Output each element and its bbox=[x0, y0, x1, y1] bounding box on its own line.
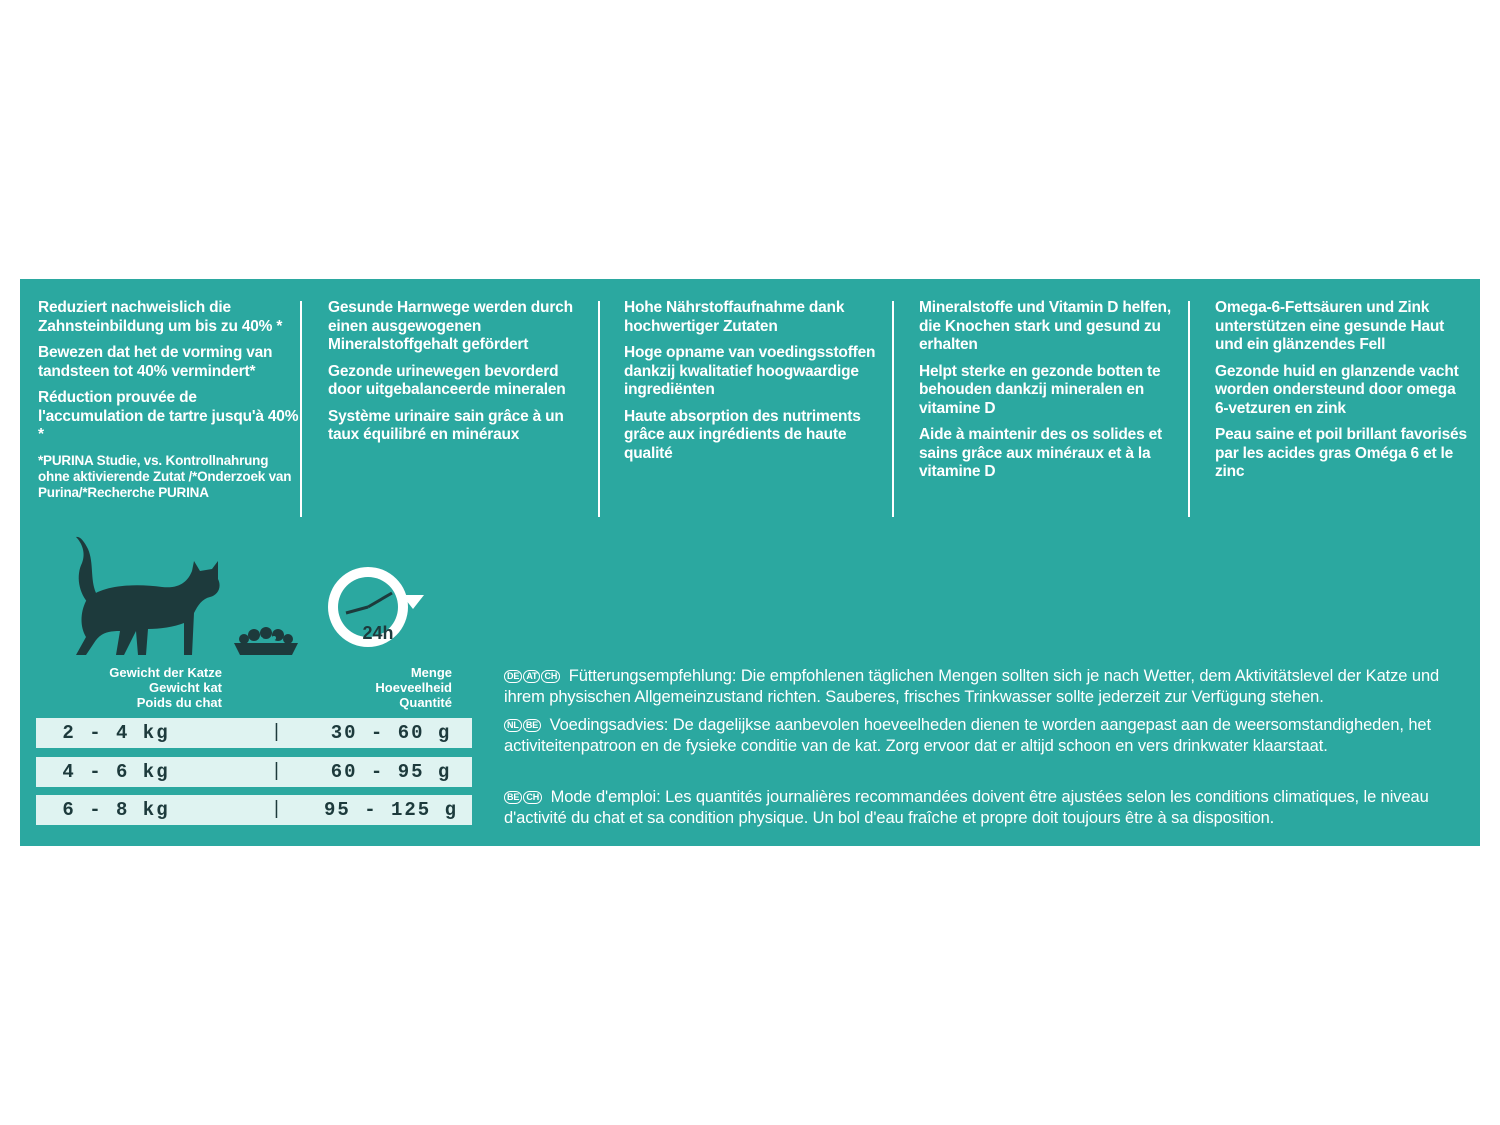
quantity-label-nl: Hoeveelheid bbox=[375, 680, 452, 695]
benefit-text-fr: Peau saine et poil brillant favorisés par les acides gras Oméga 6 et le zinc bbox=[1215, 426, 1467, 480]
study-footnote: *PURINA Studie, vs. Kontrollnahrung ohne aktivierende Zutat /*Onderzoek van Purina/*Recherche PURINA bbox=[38, 452, 292, 500]
clock-label: 24h bbox=[362, 623, 394, 643]
food-quantity: 60 - 95 g bbox=[330, 761, 452, 783]
food-quantity: 95 - 125 g bbox=[323, 799, 459, 821]
country-badge: DE bbox=[504, 670, 522, 683]
cat-weight: 6 - 8 kg bbox=[62, 799, 170, 821]
column-divider bbox=[1188, 301, 1190, 517]
quantity-label-de: Menge bbox=[410, 665, 452, 680]
feeding-row bbox=[36, 795, 472, 825]
food-quantity: 30 - 60 g bbox=[330, 722, 452, 744]
country-badge: CH bbox=[541, 670, 560, 683]
benefit-text-nl: Gezonde huid en glanzende vacht worden ondersteund door omega 6-vetzuren en zink bbox=[1215, 362, 1459, 417]
country-badge: BE bbox=[504, 791, 522, 804]
advice-text: Fütterungsempfehlung: Die empfohlenen täglichen Mengen sollten sich je nach Wetter, dem Aktivitätslevel der Katze und ihrem physischen Allgemeinzustand richten. Sauberes, frisches Trinkwasser sollte jederzeit zur Verfügung stehen. bbox=[504, 667, 1440, 706]
country-badge: AT bbox=[523, 670, 540, 683]
advice-text: Mode d'emploi: Les quantités journalières recommandées doivent être ajustées selon les conditions climatiques, le niveau d'activité du chat et sa condition physique. Un bol d'eau fraîche et propre doit toujours être à sa disposition. bbox=[504, 788, 1429, 827]
benefit-text-de: Reduziert nachweislich die Zahnsteinbildung um bis zu 40% * bbox=[38, 299, 283, 335]
quantity-column-label bbox=[350, 665, 452, 710]
column-divider bbox=[892, 301, 894, 517]
row-separator: | bbox=[274, 760, 279, 781]
weight-label-nl: Gewicht kat bbox=[149, 680, 222, 695]
benefit-column-skin-coat bbox=[1215, 299, 1470, 490]
column-divider bbox=[300, 301, 302, 517]
weight-column-label bbox=[100, 665, 222, 710]
cat-weight: 4 - 6 kg bbox=[62, 761, 170, 783]
column-divider bbox=[598, 301, 600, 517]
benefit-text-fr: Aide à maintenir des os solides et sains grâce aux minéraux et à la vitamine D bbox=[919, 426, 1163, 480]
row-separator: | bbox=[274, 721, 279, 742]
country-flags bbox=[504, 788, 548, 806]
country-badge: BE bbox=[523, 719, 541, 732]
benefit-text-nl: Bewezen dat het de vorming van tandsteen tot 40% vermindert* bbox=[38, 344, 273, 380]
benefit-text-de: Hohe Nährstoffaufnahme dank hochwertiger Zutaten bbox=[624, 299, 845, 335]
benefit-text-de: Omega-6-Fettsäuren und Zink unterstützen eine gesunde Haut und ein glänzendes Fell bbox=[1215, 299, 1445, 353]
daily-clock-icon bbox=[320, 559, 430, 659]
quantity-label-fr: Quantité bbox=[399, 695, 452, 710]
feeding-advice-de bbox=[504, 666, 1464, 708]
country-flags bbox=[504, 716, 547, 734]
advice-text: Voedingsadvies: De dagelijkse aanbevolen hoeveelheden dienen te worden aangepast aan de weersomstandigheden, het activiteitenpatroon en de fysieke conditie van de kat. Zorg ervoor dat er altijd schoon en vers drinkwater klaarstaat. bbox=[504, 716, 1431, 755]
feeding-advice-nl bbox=[504, 715, 1464, 757]
benefit-column-bones bbox=[919, 299, 1181, 490]
row-separator: | bbox=[274, 798, 279, 819]
feeding-advice-fr bbox=[504, 787, 1464, 829]
benefit-text-de: Gesunde Harnwege werden durch einen ausgewogenen Mineralstoffgehalt gefördert bbox=[328, 299, 573, 353]
feeding-row bbox=[36, 718, 472, 748]
benefit-text-fr: Haute absorption des nutriments grâce aux ingrédients de haute qualité bbox=[624, 407, 861, 462]
cat-weight: 2 - 4 kg bbox=[62, 722, 170, 744]
weight-label-fr: Poids du chat bbox=[136, 695, 222, 710]
benefit-column-nutrients bbox=[624, 299, 886, 471]
country-badge: NL bbox=[504, 719, 522, 732]
benefit-text-de: Mineralstoffe und Vitamin D helfen, die Knochen stark und gesund zu erhalten bbox=[919, 299, 1171, 353]
weight-label-de: Gewicht der Katze bbox=[109, 665, 222, 680]
benefit-text-nl: Helpt sterke en gezonde botten te behouden dankzij mineralen en vitamine D bbox=[919, 362, 1161, 417]
cat-with-bowl-icon bbox=[42, 535, 302, 660]
packaging-panel bbox=[20, 279, 1480, 846]
benefit-column-urinary bbox=[328, 299, 590, 453]
benefit-text-fr: Système urinaire sain grâce à un taux équilibré en minéraux bbox=[328, 407, 564, 443]
benefit-text-nl: Hoge opname van voedingsstoffen dankzij kwalitatief hoogwaardige ingrediënten bbox=[624, 344, 876, 398]
benefit-text-fr: Réduction prouvée de l'accumulation de tartre jusqu'à 40% * bbox=[38, 389, 299, 443]
country-badge: CH bbox=[523, 791, 542, 804]
country-flags bbox=[504, 667, 566, 685]
feeding-row bbox=[36, 757, 472, 787]
benefit-column-dental bbox=[38, 299, 300, 509]
benefit-text-nl: Gezonde urinewegen bevorderd door uitgebalanceerde mineralen bbox=[328, 362, 566, 398]
